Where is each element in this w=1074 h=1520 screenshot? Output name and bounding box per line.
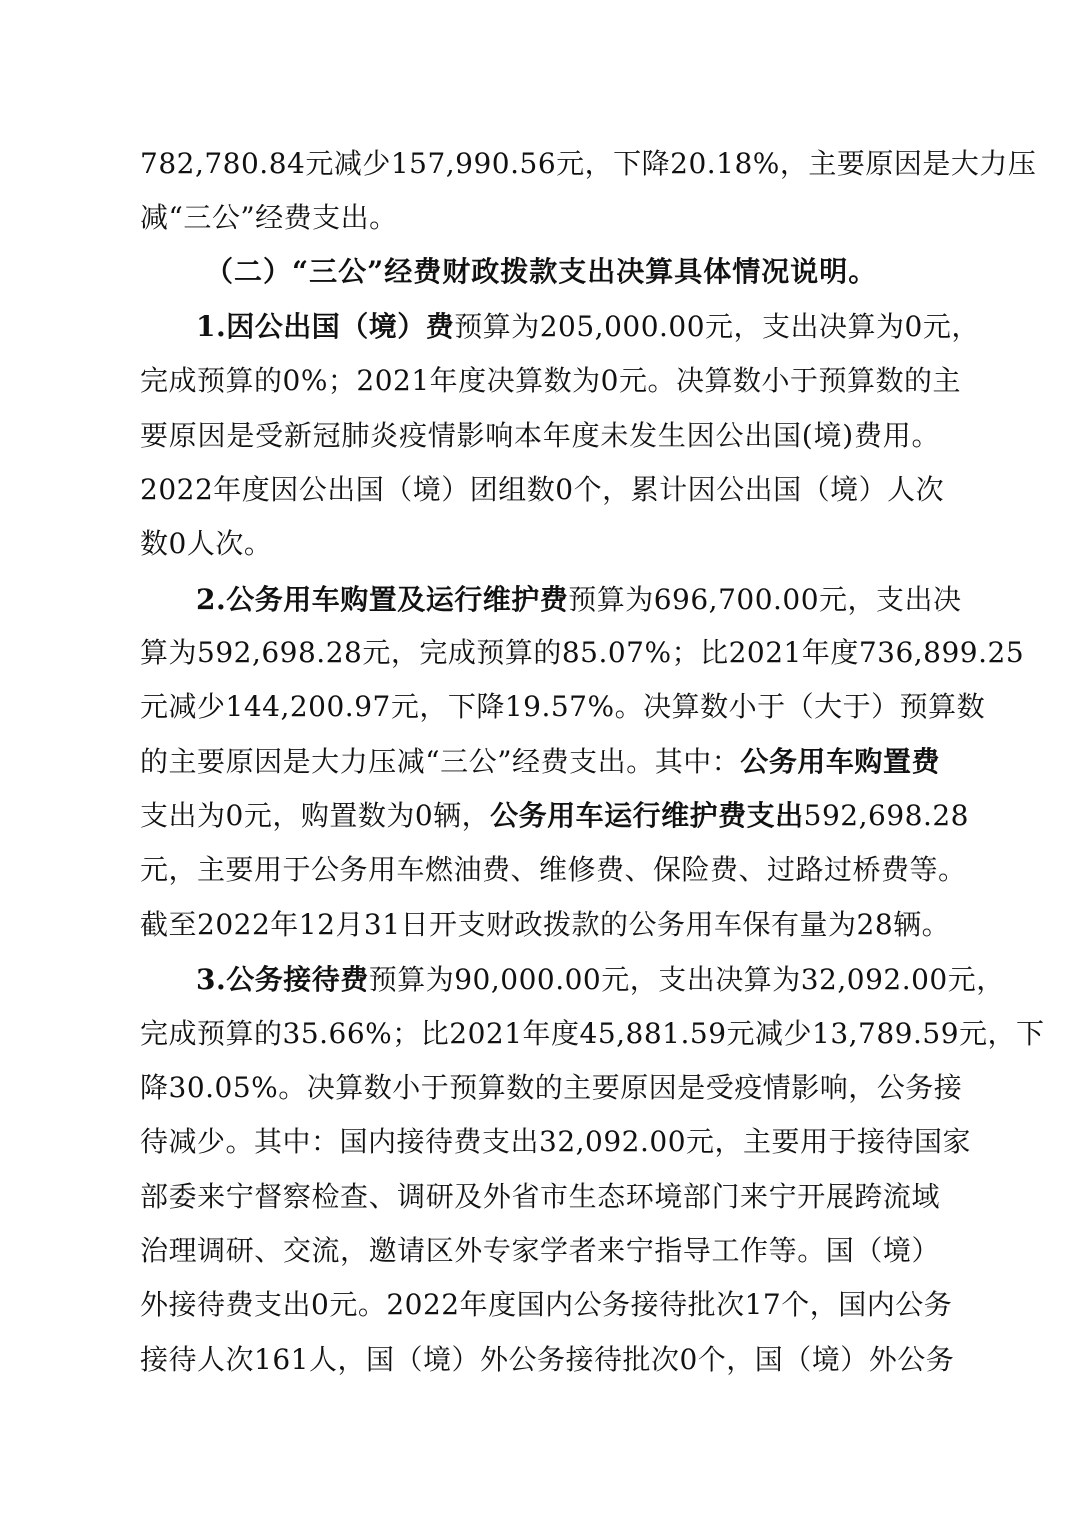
- text-span: 支出为0元，购置数为0辆，: [140, 799, 491, 832]
- paragraph-3-first-line: [196, 960, 1005, 1000]
- text-line: 要原因是受新冠肺炎疫情影响本年度未发生因公出国(境)费用。: [140, 419, 940, 452]
- text-line: 减“三公”经费支出。: [140, 201, 398, 234]
- text-line: 数0人次。: [140, 527, 273, 560]
- item-title-official-vehicle: 2.公务用车购置及运行维护费: [196, 583, 569, 616]
- text-line: [140, 796, 969, 836]
- item-title-travel-abroad: 1.因公出国（境）费: [196, 310, 455, 343]
- text-line: 治理调研、交流，邀请区外专家学者来宁指导工作等。国（境）: [140, 1234, 940, 1267]
- text-line: 外接待费支出0元。2022年度国内公务接待批次17个，国内公务: [140, 1288, 953, 1321]
- text-line: 算为592,698.28元，完成预算的85.07%；比2021年度736,899.25: [140, 636, 1025, 669]
- bold-term-vehicle-purchase: 公务用车购置费: [740, 745, 940, 778]
- text-line: 降30.05%。决算数小于预算数的主要原因是受疫情影响，公务接: [140, 1071, 963, 1104]
- text-line: 截至2022年12月31日开支财政拨款的公务用车保有量为28辆。: [140, 908, 951, 941]
- text-span: 预算为205,000.00元，支出决算为0元，: [454, 310, 980, 343]
- text-span: 592,698.28: [803, 799, 969, 832]
- text-span: 预算为696,700.00元，支出决: [568, 583, 962, 616]
- text-line: 元，主要用于公务用车燃油费、维修费、保险费、过路过桥费等。: [140, 853, 967, 886]
- text-line: 完成预算的35.66%；比2021年度45,881.59元减少13,789.59元，下: [140, 1017, 1045, 1050]
- paragraph-1-first-line: [196, 307, 980, 347]
- bold-term-vehicle-maintenance: 公务用车运行维护费支出: [490, 799, 804, 832]
- text-span: 预算为90,000.00元，支出决算为32,092.00元，: [368, 963, 1005, 996]
- text-line: 待减少。其中：国内接待费支出32,092.00元，主要用于接待国家: [140, 1125, 972, 1158]
- text-span: 的主要原因是大力压减“三公”经费支出。其中：: [140, 745, 741, 778]
- text-line: [140, 742, 940, 782]
- text-line: 2022年度因公出国（境）团组数0个，累计因公出国（境）人次: [140, 473, 945, 506]
- text-line: 部委来宁督察检查、调研及外省市生态环境部门来宁开展跨流域: [140, 1180, 940, 1213]
- item-title-reception: 3.公务接待费: [196, 963, 369, 996]
- text-line: 接待人次161人，国（境）外公务接待批次0个，国（境）外公务: [140, 1343, 955, 1376]
- text-line: 完成预算的0%；2021年度决算数为0元。决算数小于预算数的主: [140, 364, 961, 397]
- text-line: 元减少144,200.97元，下降19.57%。决算数小于（大于）预算数: [140, 690, 986, 723]
- paragraph-2-first-line: [196, 580, 962, 620]
- section-heading: （二）“三公”经费财政拨款支出决算具体情况说明。: [205, 255, 878, 288]
- text-line: 782,780.84元减少157,990.56元，下降20.18%，主要原因是大力压: [140, 147, 1037, 180]
